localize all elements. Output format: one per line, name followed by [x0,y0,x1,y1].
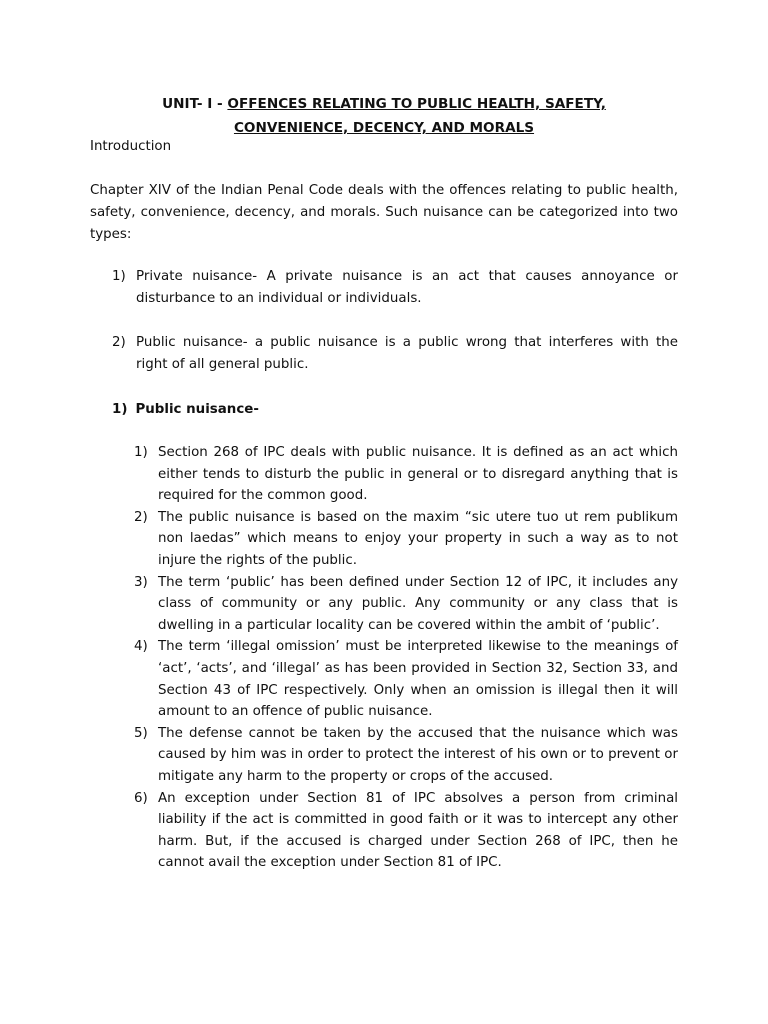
section-heading [112,399,259,421]
list-item-number: 1) [112,269,126,284]
intro-heading: Introduction [90,139,172,154]
list-item [134,507,678,572]
intro-paragraph: Chapter XIV of the Indian Penal Code deals with the offences relating to public health, safety, convenience, decency, and morals. Such nuisance can be categorized into two types: [90,183,678,242]
title-line-1-text: OFFENCES RELATING TO PUBLIC HEALTH, SAFETY, [227,96,606,112]
list-item [134,723,678,788]
list-item [134,442,678,507]
list-item-number: 1) [134,445,148,460]
list-item [112,332,678,376]
list-item-number: 3) [134,574,148,590]
list-item-number: 2) [134,509,148,525]
list-item [112,266,678,310]
title-line-1 [90,92,678,116]
list-item [134,788,678,874]
list-item-text: Private nuisance- A private nuisance is an act that causes annoyance or disturbance to an individual or individuals. [136,269,678,306]
list-item-text: The term ‘public’ has been defined under Section 12 of IPC, it includes any class of community or any public. Any community or any class that is dwelling in a particular locality can be covered within the ambit of ‘public’. [158,574,678,633]
list-item-number: 6) [134,790,148,806]
public-nuisance-points-list [134,442,678,874]
list-item [134,572,678,637]
list-item-number: 4) [134,639,148,655]
list-item-text: An exception under Section 81 of IPC absolves a person from criminal liability if the act is committed in good faith or it was to intercept any other harm. But, if the accused is charged under Section 268 of IPC, then he cannot avail the exception under Section 81 of IPC. [158,790,678,871]
list-item-number: 5) [134,725,148,741]
nuisance-types-list [112,266,678,398]
title-line-2 [90,116,678,140]
section-label: Public nuisance- [135,402,259,417]
list-item-text: The public nuisance is based on the maxim “sic utere tuo ut rem publikum non laedas” which means to enjoy your property in such a way as to not injure the rights of the public. [158,509,678,568]
section-number: 1) [112,402,128,417]
list-item-text: The term ‘illegal omission’ must be interpreted likewise to the meanings of ‘act’, ‘acts’, and ‘illegal’ as has been provided in Section 32, Section 33, and Section 43 of IPC respectively. Only when an omission is illegal then it will amount to an offence of public nuisance. [158,639,678,720]
list-item-text: The defense cannot be taken by the accused that the nuisance which was caused by him was in order to protect the interest of his own or to prevent or mitigate any harm to the property or crops of the accused. [158,725,678,784]
list-item-text: Public nuisance- a public nuisance is a public wrong that interferes with the right of all general public. [136,335,678,372]
title-line-2-text: CONVENIENCE, DECENCY, AND MORALS [233,120,535,136]
document-title [90,92,678,140]
list-item-number: 2) [112,335,126,350]
list-item-text: Section 268 of IPC deals with public nuisance. It is defined as an act which either tends to disturb the public in general or to disregard anything that is required for the common good. [158,445,678,504]
title-prefix: UNIT- I - [162,96,228,112]
list-item [134,636,678,722]
